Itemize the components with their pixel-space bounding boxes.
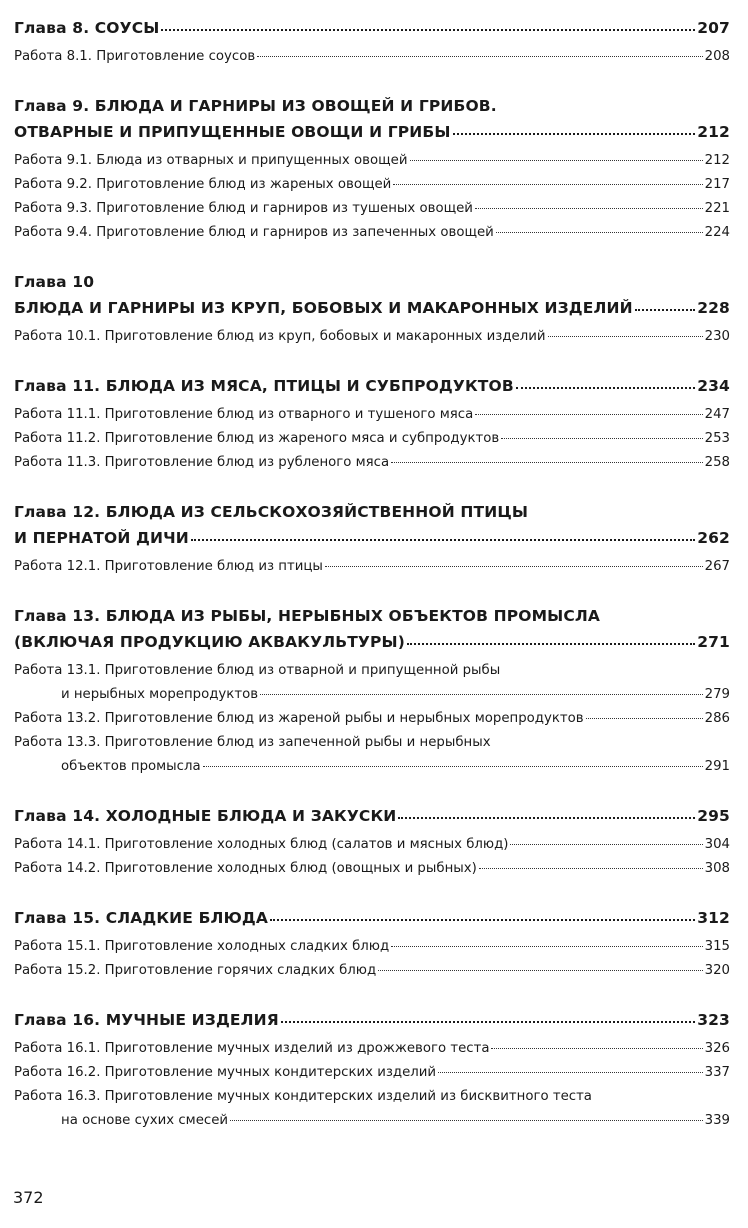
dot-leader: [479, 867, 703, 869]
work-page-number: 320: [704, 963, 730, 978]
work-list: [14, 45, 730, 69]
work-entry: [14, 1061, 730, 1085]
dot-leader: [391, 461, 702, 463]
chapter-title-line: [14, 1007, 730, 1033]
work-entry: [14, 45, 730, 69]
work-title-line: [14, 149, 730, 173]
dot-leader: [438, 1071, 703, 1073]
toc-chapter: [14, 373, 730, 475]
dot-leader: [491, 1047, 702, 1049]
toc-chapter: [14, 499, 730, 579]
work-title-text: Работа 9.4. Приготовление блюд и гарниров из запеченных овощей: [14, 225, 494, 240]
chapter-title-text: Глава 9. БЛЮДА И ГАРНИРЫ ИЗ ОВОЩЕЙ И ГРИБОВ.: [14, 97, 497, 115]
work-title-text: Работа 8.1. Приготовление соусов: [14, 49, 256, 64]
page-number: 372: [13, 1188, 44, 1207]
chapter-title-text: Глава 13. БЛЮДА ИЗ РЫБЫ, НЕРЫБНЫХ ОБЪЕКТОВ ПРОМЫСЛА: [14, 607, 601, 625]
work-title-text: Работа 16.3. Приготовление мучных кондитерских изделий из бисквитного теста: [14, 1089, 592, 1104]
work-title-text: объектов промысла: [61, 759, 201, 774]
work-page-number: 337: [704, 1065, 730, 1080]
work-title-line: [14, 45, 730, 69]
work-page-number: 279: [704, 687, 730, 702]
work-list: [14, 555, 730, 579]
dot-leader: [281, 1020, 695, 1023]
chapter-page-number: 323: [697, 1011, 730, 1029]
work-entry: [14, 1037, 730, 1061]
work-entry: [14, 1085, 730, 1133]
chapter-title-text: Глава 10: [14, 273, 95, 291]
chapter-title-line: [14, 295, 730, 321]
chapter-title-text: Глава 12. БЛЮДА ИЗ СЕЛЬСКОХОЗЯЙСТВЕННОЙ ПТИЦЫ: [14, 503, 529, 521]
work-title-line: [14, 707, 730, 731]
chapter-title-line: [14, 15, 730, 41]
dot-leader: [191, 538, 695, 541]
dot-leader: [586, 717, 703, 719]
work-title-text: Работа 11.1. Приготовление блюд из отварного и тушеного мяса: [14, 407, 474, 422]
work-title-line: [14, 683, 730, 707]
dot-leader: [260, 693, 703, 695]
chapter-title-line: [14, 629, 730, 655]
work-page-number: 315: [704, 939, 730, 954]
dot-leader: [501, 437, 702, 439]
chapter-page-number: 207: [697, 19, 730, 37]
work-page-number: 258: [704, 455, 730, 470]
dot-leader: [453, 132, 696, 135]
work-title-text: Работа 15.1. Приготовление холодных сладких блюд: [14, 939, 390, 954]
chapter-title-text: Глава 8. СОУСЫ: [14, 19, 160, 37]
work-page-number: 291: [704, 759, 730, 774]
work-page-number: 267: [704, 559, 730, 574]
work-page-number: 253: [704, 431, 730, 446]
work-entry: [14, 935, 730, 959]
work-list: [14, 403, 730, 475]
chapter-title-text: Глава 16. МУЧНЫЕ ИЗДЕЛИЯ: [14, 1011, 279, 1029]
work-entry: [14, 833, 730, 857]
work-entry: [14, 427, 730, 451]
chapter-title-line: [14, 803, 730, 829]
table-of-contents: [14, 15, 730, 1157]
work-page-number: 208: [704, 49, 730, 64]
chapter-title-line: [14, 603, 730, 629]
work-title-text: Работа 10.1. Приготовление блюд из круп, бобовых и макаронных изделий: [14, 329, 546, 344]
work-title-text: Работа 9.2. Приготовление блюд из жареных овощей: [14, 177, 392, 192]
work-title-line: [14, 659, 730, 683]
dot-leader: [516, 386, 695, 389]
work-entry: [14, 659, 730, 707]
dot-leader: [203, 765, 703, 767]
work-list: [14, 325, 730, 349]
work-title-line: [14, 555, 730, 579]
chapter-title-line: [14, 93, 730, 119]
dot-leader: [230, 1119, 703, 1121]
dot-leader: [393, 183, 702, 185]
toc-chapter: [14, 269, 730, 349]
dot-leader: [398, 816, 695, 819]
work-list: [14, 935, 730, 983]
dot-leader: [635, 308, 695, 311]
work-page-number: 212: [704, 153, 730, 168]
chapter-page-number: 271: [697, 633, 730, 651]
work-entry: [14, 707, 730, 731]
work-title-line: [14, 935, 730, 959]
work-title-line: [14, 857, 730, 881]
work-title-text: Работа 11.3. Приготовление блюд из рубленого мяса: [14, 455, 390, 470]
work-title-text: Работа 16.1. Приготовление мучных изделий из дрожжевого теста: [14, 1041, 490, 1056]
work-title-line: [14, 427, 730, 451]
work-title-line: [14, 451, 730, 475]
work-title-text: Работа 14.2. Приготовление холодных блюд (овощных и рыбных): [14, 861, 477, 876]
chapter-title-line: [14, 905, 730, 931]
dot-leader: [475, 413, 702, 415]
chapter-title-text: Глава 11. БЛЮДА ИЗ МЯСА, ПТИЦЫ И СУБПРОДУКТОВ: [14, 377, 514, 395]
work-title-line: [14, 1109, 730, 1133]
dot-leader: [548, 335, 703, 337]
work-title-text: Работа 12.1. Приготовление блюд из птицы: [14, 559, 323, 574]
chapter-page-number: 212: [697, 123, 730, 141]
chapter-title-text: Глава 14. ХОЛОДНЫЕ БЛЮДА И ЗАКУСКИ: [14, 807, 397, 825]
work-title-text: Работа 9.3. Приготовление блюд и гарниров из тушеных овощей: [14, 201, 473, 216]
work-title-text: Работа 13.3. Приготовление блюд из запеченной рыбы и нерыбных: [14, 735, 491, 750]
work-entry: [14, 173, 730, 197]
work-list: [14, 833, 730, 881]
dot-leader: [407, 642, 695, 645]
chapter-page-number: 312: [697, 909, 730, 927]
work-title-line: [14, 197, 730, 221]
work-entry: [14, 403, 730, 427]
work-entry: [14, 451, 730, 475]
work-title-line: [14, 325, 730, 349]
work-title-text: Работа 13.1. Приготовление блюд из отварной и припущенной рыбы: [14, 663, 501, 678]
work-entry: [14, 197, 730, 221]
work-list: [14, 659, 730, 779]
work-title-text: Работа 13.2. Приготовление блюд из жареной рыбы и нерыбных морепродуктов: [14, 711, 584, 726]
chapter-title-line: [14, 525, 730, 551]
dot-leader: [475, 207, 703, 209]
toc-chapter: [14, 93, 730, 245]
work-page-number: 224: [704, 225, 730, 240]
work-title-line: [14, 959, 730, 983]
chapter-title-text: Глава 15. СЛАДКИЕ БЛЮДА: [14, 909, 269, 927]
work-list: [14, 149, 730, 245]
work-title-line: [14, 1085, 730, 1109]
work-entry: [14, 857, 730, 881]
work-entry: [14, 221, 730, 245]
work-page-number: 230: [704, 329, 730, 344]
work-title-text: Работа 14.1. Приготовление холодных блюд (салатов и мясных блюд): [14, 837, 509, 852]
chapter-title-text: (ВКЛЮЧАЯ ПРОДУКЦИЮ АКВАКУЛЬТУРЫ): [14, 633, 405, 651]
dot-leader: [496, 231, 703, 233]
work-title-line: [14, 731, 730, 755]
work-page-number: 221: [704, 201, 730, 216]
dot-leader: [257, 55, 702, 57]
chapter-title-line: [14, 373, 730, 399]
chapter-title-line: [14, 499, 730, 525]
work-page-number: 247: [704, 407, 730, 422]
work-page-number: 326: [704, 1041, 730, 1056]
chapter-page-number: 262: [697, 529, 730, 547]
dot-leader: [270, 918, 695, 921]
chapter-title-line: [14, 269, 730, 295]
work-title-text: и нерыбных морепродуктов: [61, 687, 259, 702]
toc-chapter: [14, 905, 730, 983]
work-entry: [14, 555, 730, 579]
work-title-text: Работа 16.2. Приготовление мучных кондитерских изделий: [14, 1065, 437, 1080]
chapter-title-text: БЛЮДА И ГАРНИРЫ ИЗ КРУП, БОБОВЫХ И МАКАРОННЫХ ИЗДЕЛИЙ: [14, 299, 633, 317]
dot-leader: [510, 843, 702, 845]
toc-chapter: [14, 15, 730, 69]
work-list: [14, 1037, 730, 1133]
work-title-text: Работа 11.2. Приготовление блюд из жареного мяса и субпродуктов: [14, 431, 500, 446]
dot-leader: [161, 28, 695, 31]
chapter-title-text: ОТВАРНЫЕ И ПРИПУЩЕННЫЕ ОВОЩИ И ГРИБЫ: [14, 123, 451, 141]
chapter-title-text: И ПЕРНАТОЙ ДИЧИ: [14, 529, 189, 547]
work-title-line: [14, 173, 730, 197]
work-title-line: [14, 833, 730, 857]
work-title-text: Работа 15.2. Приготовление горячих сладких блюд: [14, 963, 377, 978]
dot-leader: [391, 945, 702, 947]
work-page-number: 304: [704, 837, 730, 852]
work-title-line: [14, 755, 730, 779]
work-entry: [14, 731, 730, 779]
dot-leader: [325, 565, 703, 567]
work-page-number: 217: [704, 177, 730, 192]
work-title-line: [14, 403, 730, 427]
work-title-text: на основе сухих смесей: [61, 1113, 229, 1128]
work-title-line: [14, 1037, 730, 1061]
toc-chapter: [14, 603, 730, 779]
work-title-line: [14, 1061, 730, 1085]
work-page-number: 339: [704, 1113, 730, 1128]
work-entry: [14, 959, 730, 983]
dot-leader: [378, 969, 702, 971]
work-entry: [14, 149, 730, 173]
toc-chapter: [14, 1007, 730, 1133]
chapter-page-number: 295: [697, 807, 730, 825]
chapter-title-line: [14, 119, 730, 145]
chapter-page-number: 228: [697, 299, 730, 317]
work-page-number: 286: [704, 711, 730, 726]
chapter-page-number: 234: [697, 377, 730, 395]
work-entry: [14, 325, 730, 349]
work-page-number: 308: [704, 861, 730, 876]
dot-leader: [410, 159, 703, 161]
work-title-text: Работа 9.1. Блюда из отварных и припущенных овощей: [14, 153, 408, 168]
work-title-line: [14, 221, 730, 245]
toc-chapter: [14, 803, 730, 881]
